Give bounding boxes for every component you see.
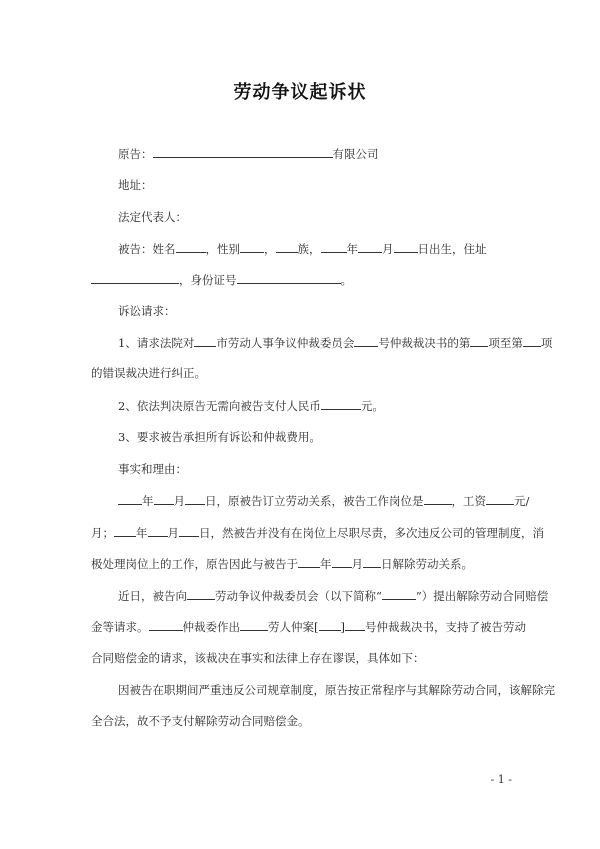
defendant-line-2: ，身份证号 。 — [91, 271, 352, 288]
claim-3-line: 3、要求被告承担所有诉讼和仲裁费用。 — [118, 430, 321, 444]
claim-1-line-2: 的错误裁决进行纠正。 — [91, 366, 206, 380]
fact-1-line-3: 极处理岗位上的工作，原告因此与被告于 年 月 日解除劳动关系。 — [91, 557, 473, 571]
fact-2-line-3: 合同赔偿金的请求，该裁决在事实和法律上存在谬误，具体如下： — [91, 651, 425, 665]
facts-heading: 事实和理由： — [118, 462, 187, 476]
legal-rep-line: 法定代表人： — [118, 210, 187, 224]
fact-2-line-2: 金等请求。 仲裁委作出 劳人仲案[ ] 号仲裁裁决书，支持了被告劳动 — [91, 620, 526, 634]
fact-1-line-2: 月； 年 月 日，然被告并没有在岗位上尽职尽责，多次违反公司的管理制度，消 — [91, 526, 544, 540]
fact-3-line-2: 全合法，故不予支付解除劳动合同赔偿金。 — [91, 714, 310, 728]
claims-heading: 诉讼请求： — [118, 304, 176, 318]
page-number: - 1 - — [490, 773, 512, 786]
claim-1-line-1: 1、请求法院对 市劳动人事争议仲裁委员会 号仲裁裁决书的第 项至第 项 — [118, 336, 553, 350]
claim-2-line: 2、依法判决原告无需向被告支付人民币 元。 — [118, 399, 384, 413]
address-line: 地址： — [118, 178, 153, 192]
document-title: 劳动争议起诉状 — [233, 82, 367, 103]
plaintiff-line: 原告： 有限公司 — [118, 147, 379, 161]
fact-2-line-1: 近日，被告向 劳动争议仲裁委员会（以下简称“ ”）提出解除劳动合同赔偿 — [118, 589, 549, 603]
blank — [153, 145, 333, 158]
defendant-line-1: 被告：姓名 ，性别 ， 族， 年 月 日出生，住址 — [118, 242, 487, 256]
fact-3-line-1: 因被告在职期间严重违反公司规章制度，原告按正常程序与其解除劳动合同，该解除完 — [118, 683, 555, 697]
fact-1-line-1: 年 月 日，原被告订立劳动关系，被告工作岗位是 ，工资 元/ — [118, 492, 529, 509]
